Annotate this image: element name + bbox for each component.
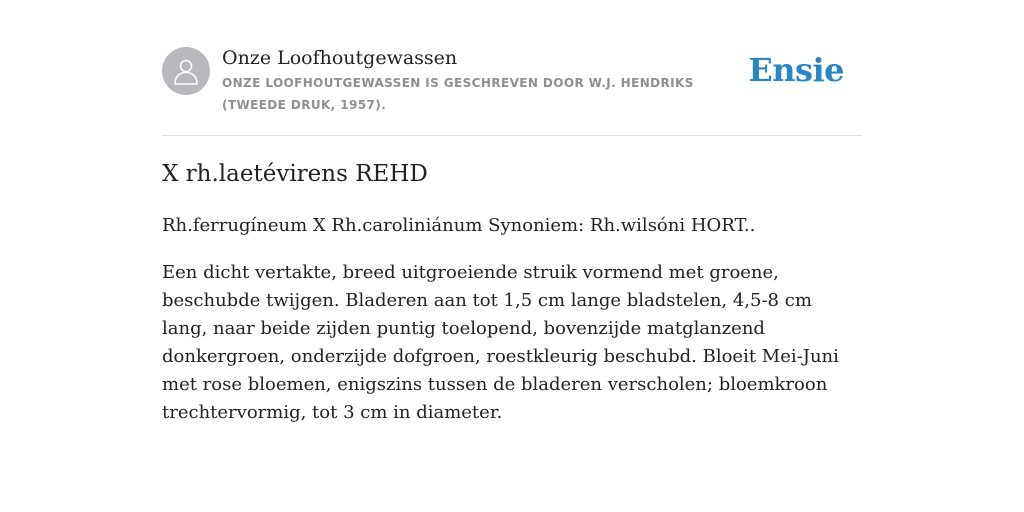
avatar[interactable] — [162, 47, 210, 95]
user-icon — [172, 57, 200, 85]
page-container — [162, 0, 862, 423]
entry-synonyms: Rh.ferrugíneum X Rh.caroliniánum Synoniem: Rh.wilsóni HORT.. — [162, 215, 756, 236]
book-description: ONZE LOOFHOUTGEWASSEN IS GESCHREVEN DOOR W.J. HENDRIKS (TWEEDE DRUK, 1957). — [222, 76, 694, 112]
book-header — [162, 0, 862, 136]
brand-logo[interactable]: Ensie — [748, 51, 844, 89]
book-title[interactable]: Onze Loofhoutgewassen — [222, 47, 458, 69]
entry-title: X rh.laetévirens REHD — [162, 161, 428, 187]
entry-description: Een dicht vertakte, breed uitgroeiende struik vormend met groene, beschubde twijgen. Bladeren aan tot 1,5 cm lange bladstelen, 4,5-8 cm lang, naar beide zijden puntig toelopend, bovenzijde matglanzend donkergroen, onderzijde dofgroen, roestkleurig beschubd. Bloeit Mei-Juni met rose bloemen, enigszins tussen de bladeren verscholen; bloemkroon trechtervormig, tot 3 cm in diameter. — [162, 262, 839, 423]
